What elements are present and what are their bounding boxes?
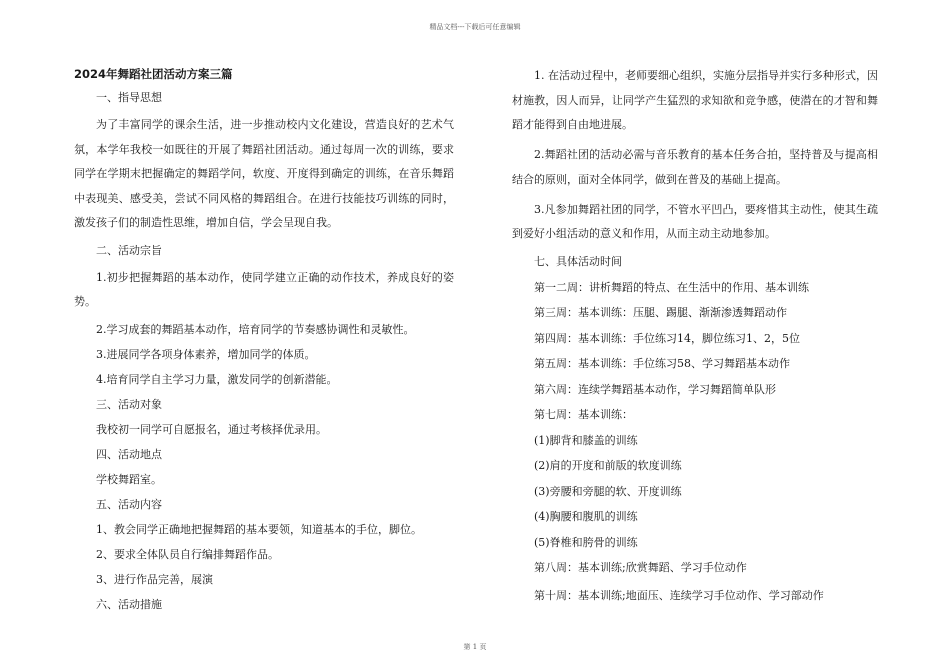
section-heading-content: 五、活动内容 bbox=[96, 497, 162, 511]
list-item-content-3: 3、进行作品完善，展演 bbox=[96, 572, 213, 586]
training-item-4: (4)胸腰和腹肌的训练 bbox=[534, 510, 638, 523]
document-title: 2024年舞蹈社团活动方案三篇 bbox=[74, 67, 233, 81]
section-heading-participants: 三、活动对象 bbox=[96, 397, 162, 411]
right-column bbox=[512, 64, 878, 614]
paragraph-guiding-ideology: 为了丰富同学的课余生活，进一步推动校内文化建设，营造良好的艺术气氛，本学年我校一如既往的开展了舞蹈社团活动。通过每周一次的训练，要求同学在学期末把握确定的舞蹈学问，软度、开度得到确定的训练，在音乐舞蹈中表现美、感受美，尝试不同风格的舞蹈组合。在进行技能技巧训练的同时，激发孩子们的制造性思维，增加自信，学会呈现自我。 bbox=[74, 118, 454, 229]
page-number: 第 1 页 bbox=[463, 643, 487, 651]
schedule-week-6: 第六周：连续学舞蹈基本动作，学习舞蹈简单队形 bbox=[534, 382, 776, 396]
schedule-week-4: 第四周：基本训练：手位练习14，脚位练习1、2，5位 bbox=[534, 331, 800, 345]
schedule-week-3: 第三周：基本训练：压腿、踢腿、渐渐渗透舞蹈动作 bbox=[534, 306, 787, 319]
list-item-measures-2: 2.舞蹈社团的活动必需与音乐教育的基本任务合拍，坚持普及与提高相结合的原则，面对全体同学，做到在普及的基础上提高。 bbox=[512, 148, 878, 186]
section-heading-guiding-ideology: 一、指导思想 bbox=[96, 91, 162, 104]
page-header: 精品文档---下载后可任意编辑 bbox=[429, 23, 521, 31]
list-item-purpose-4: 4.培育同学自主学习力量，激发同学的创新潜能。 bbox=[96, 372, 338, 386]
section-heading-schedule: 七、具体活动时间 bbox=[534, 255, 622, 268]
training-item-1: (1)脚背和膝盖的训练 bbox=[534, 433, 638, 447]
list-item-purpose-1: 1.初步把握舞蹈的基本动作，使同学建立正确的动作技术，养成良好的姿势。 bbox=[74, 270, 454, 308]
schedule-week-7: 第七周：基本训练： bbox=[534, 408, 633, 421]
left-column bbox=[74, 64, 454, 620]
list-item-purpose-2: 2.学习成套的舞蹈基本动作，培育同学的节奏感协调性和灵敏性。 bbox=[96, 322, 415, 336]
schedule-week-5: 第五周：基本训练：手位练习58、学习舞蹈基本动作 bbox=[534, 357, 790, 370]
list-item-content-1: 1、教会同学正确地把握舞蹈的基本要领，知道基本的手位，脚位。 bbox=[96, 522, 422, 536]
list-item-purpose-3: 3.进展同学各项身体素养，增加同学的体质。 bbox=[96, 347, 316, 361]
paragraph-location: 学校舞蹈室。 bbox=[96, 472, 162, 486]
list-item-measures-1: 1. 在活动过程中，老师要细心组织，实施分层指导并实行多种形式，因材施教，因人而异，让同学产生猛烈的求知欲和竞争感，使潜在的才智和舞蹈才能得到自由地进展。 bbox=[512, 69, 878, 131]
training-item-3: (3)旁腰和旁腿的软、开度训练 bbox=[534, 484, 682, 498]
section-heading-purpose: 二、活动宗旨 bbox=[96, 243, 162, 257]
list-item-measures-3: 3.凡参加舞蹈社团的同学，不管水平凹凸，要疼惜其主动性，使其生疏到爱好小组活动的意义和作用，从而主动主动地参加。 bbox=[512, 202, 878, 240]
schedule-week-1-2: 第一二周：讲析舞蹈的特点、在生活中的作用、基本训练 bbox=[534, 280, 809, 294]
paragraph-participants: 我校初一同学可自愿报名，通过考核择优录用。 bbox=[96, 422, 327, 436]
training-item-5: (5)脊椎和胯骨的训练 bbox=[534, 535, 638, 549]
schedule-week-8: 第八周：基本训练;欣赏舞蹈、学习手位动作 bbox=[534, 561, 747, 574]
section-heading-measures: 六、活动措施 bbox=[96, 597, 162, 611]
list-item-content-2: 2、要求全体队员自行编排舞蹈作品。 bbox=[96, 547, 279, 561]
section-heading-location: 四、活动地点 bbox=[96, 447, 162, 461]
schedule-week-10: 第十周：基本训练;地面压、连续学习手位动作、学习部动作 bbox=[534, 588, 824, 602]
training-item-2: (2)肩的开度和前版的软度训练 bbox=[534, 459, 682, 472]
